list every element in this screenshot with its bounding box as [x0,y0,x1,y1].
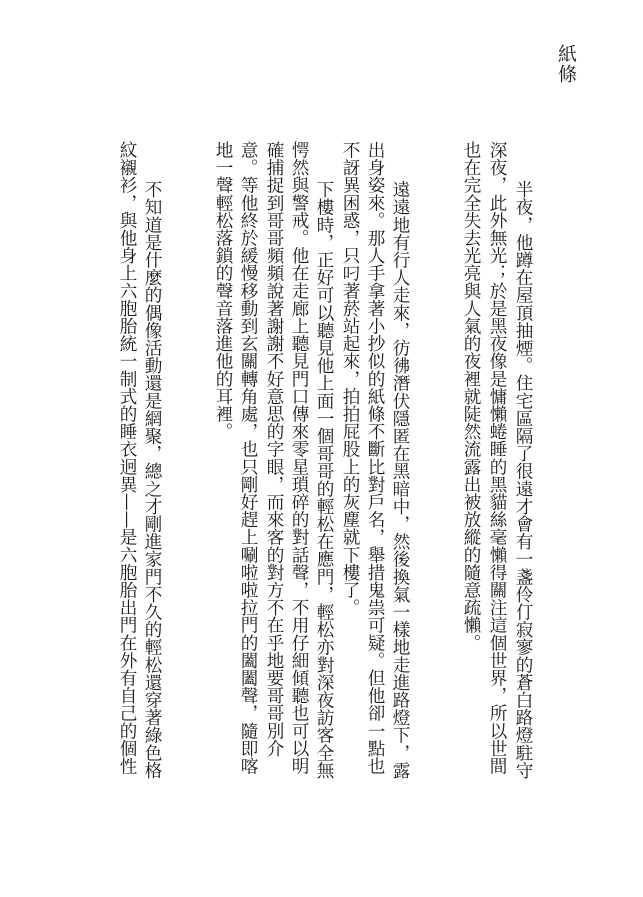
text-column: 意。等他終於緩慢移動到玄關轉角處，也只剛好趕上唰啦啦拉門的闔闔聲，隨即喀 [238,141,258,775]
text-column: 不訝異困惑，只叼著菸站起來，拍拍屁股上的灰塵就下樓了。 [340,141,360,617]
text-column: 紋襯衫，與他身上六胞胎統一制式的睡衣迥異——是六胞胎出門在外有自己的個性 [117,141,137,775]
text-column: 也在完全失去光亮與人氣的夜裡就陡然流露出被放縱的隨意疏懶。 [461,141,481,652]
text-column: 下樓時，正好可以聽見他上面一個哥哥的輕松在應門，輕松亦對深夜訪客全無 [314,163,334,779]
text-column: 確捕捉到哥哥頻頻說著謝謝不好意思的字眼，而來客的對方不在乎地要哥哥別介 [264,141,284,757]
text-column: 遠遠地有行人走來，彷彿潛伏隱匿在黑暗中，然後換氣一樣地走進路燈下，露 [390,163,410,779]
text-column: 深夜，此外無光；於是黑夜像是慵懶蜷睡的黑貓絲毫懶得關注這個世界，所以世間 [487,141,507,775]
page-title: 紙條 [555,44,577,84]
text-column: 地一聲輕松落鎖的聲音落進他的耳裡。 [213,141,233,441]
text-column: 愕然與警戒。他在走廊上聽見門口傳來零星瑣碎的對話聲，不用仔細傾聽也可以明 [289,141,309,775]
text-column: 半夜，他蹲在屋頂抽煙。住宅區隔了很遠才會有一盞伶仃寂寥的蒼白路燈駐守 [513,163,533,779]
text-column: 不知道是什麼的偶像活動還是網聚，總之才剛進家門不久的輕松還穿著綠色格 [142,163,162,779]
text-column: 出身姿來。那人手拿著小抄似的紙條不斷比對戶名，舉措鬼祟可疑。但他卻一點也 [365,141,385,775]
